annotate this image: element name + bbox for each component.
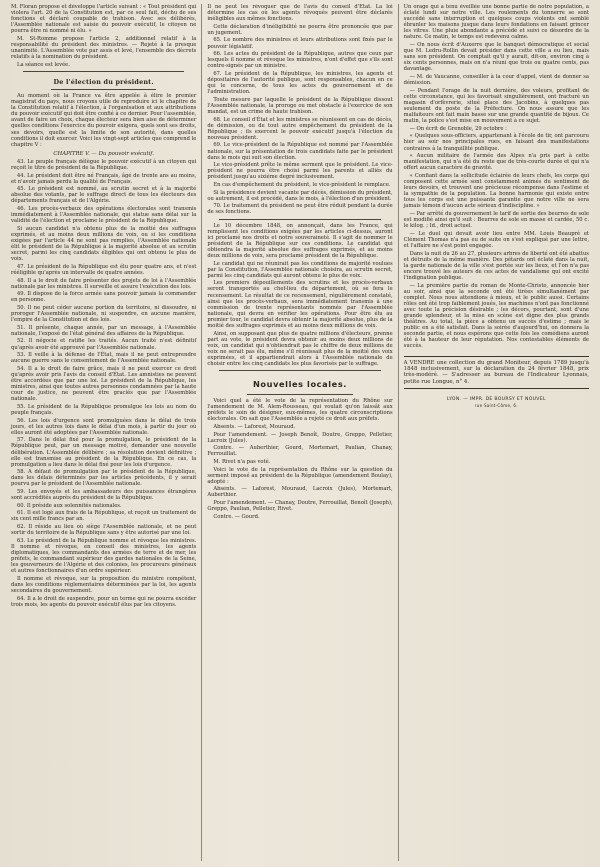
paragraph: Le candidat qui ne réunirait pas les conditions de majorité voulues par la Constitution, l'Assemblée nationale choisira, au scrutin secret, parmi les cinq candidats qui auront obtenu le plus de voix. [207,260,393,279]
column-layout [6,4,594,861]
article: 57. Dans le délai fixé pour la promulgation, le président de la République peut, par un message motivé, demander une nouvelle délibération. L'Assemblée délibère ; sa résolution devient définitive ; elle est transmise au président de la République. En ce cas, la promulgation a lieu dans le délai fixé pour les lois d'urgence. [11,437,197,468]
paragraph: Cette déclaration d'inéligibilité ne pourra être prononcée que par un jugement. [207,23,393,36]
article: 54. Il a le droit de faire grâce, mais il ne peut exercer ce droit qu'après avoir pris l'avis du conseil d'État. Les amnisties ne peuvent être accordées que par une loi. Le président de la République, les ministres, ainsi que toutes autres personnes condamnées par la haute cour de justice, ne peuvent être graciés que par l'Assemblée nationale. [11,365,197,403]
article: 55. Le président de la République promulgue les lois au nom du peuple français. [11,403,197,416]
classified-ad [404,356,589,390]
paragraph: « Confiant dans la sollicitude éclairée de leurs chefs, les corps qui composent cette armée sont constamment animés du sentiment de leurs devoirs, et trouvent une précieuse récompense dans l'estime et la sympathie de la population. La bonne harmonie qui existe entre tous les corps est une puissante garantie que notre ville ne sera jamais témoin d'aucun acte sérieux d'indiscipline. » [403,172,589,210]
paragraph: Un orage qui a tenu éveillée une bonne partie de notre population, a éclaté lundi sur notre ville. Les roulements du tonnerre se sont succédé sans interruption et quelques coups violents ont semblé ébranler les maisons jusque dans leurs fondations en faisant grincer les vitres. Une pluie abondante a précédé et suivi ce désordre de la nature. Ce matin, le temps est redevenu calme. [403,4,589,41]
article: Si la présidence devient vacante par décès, démission du président, ou autrement, il est procédé, dans le mois, à l'élection d'un président. [207,189,393,202]
article: Il nomme et révoque, sur la proposition du ministre compétent, dans les conditions réglementaires déterminées par la loi, les agents secondaires du gouvernement. [11,575,197,594]
column-2 [202,4,398,861]
paragraph: La séance est levée. [17,61,70,68]
article: 53. Il veille à la défense de l'État, mais il ne peut entreprendre aucune guerre sans le consentement de l'Assemblée nationale. [11,352,197,365]
paragraph: « Quelques sous-officiers, appartenant à l'école de tir, ont parcouru hier au soir nos principales rues, en faisant des manifestations contraires à la tranquillité publique. [403,133,589,152]
article: 56. Les lois d'urgence sont promulguées dans le délai de trois jours, et les autres lois dans le délai d'un mois, à partir du jour où elles auront été adoptées par l'Assemblée nationale. [11,417,197,436]
paragraph: Voici le vote de la représentation du Rhône sur la question du serment imposé au président de la République (amendement Boulay), adopté : [207,466,393,485]
column-3 [399,4,594,861]
article: 70. Le traitement du président ne peut être réduit pendant la durée de ses fonctions. [207,203,393,216]
article: 68. Le conseil d'État et les ministres se réunissent en cas de décès, de démission, ou de tout autre empêchement du président de la République ; ils exercent le pouvoir exécutif jusqu'à l'élection du nouveau président. [207,116,393,141]
paragraph: — La première partie du roman de Monte-Christo, annoncée hier au soir, ainsi que la seconde ont été tirées simultanément par complet. Nous nous attendions à mieux, et le public aussi. Certains rôles ont été trop faiblement joués, les machines n'ont pas fonctionné avec toute la précision désirable ; les décors, pourtant, sont d'une grande splendeur, et la mise en scène est digne des plus grands théâtres. Au total, la pièce a obtenu un succès d'estime ; mais le public en a été satisfait. Dans la soirée d'aujourd'hui, on donnera la seconde partie, et nous espérons que cette fois les comédiens auront été à la hauteur de leur réputation. Nos contestables éléments de succès. [403,282,589,350]
vote-line: Contre. — Gourd. [213,513,260,520]
article: 48. Il a le droit de faire présenter des projets de loi à l'Assemblée nationale par les ministres. Il surveille et assure l'exécution des lois. [11,277,197,290]
paragraph: M. Floran propose et développe l'article suivant : « Tout président qui violera l'art. 20 de la Constitution est, par ce seul fait, déchu de ses fonctions et déclaré coupable de trahison. Avec ses délibérés, l'Assemblée nationale est saisie du pouvoir exécutif, le citoyen ne pourra être ni nommé ni élu. » [11,4,197,35]
paragraph: — Par arrêté du gouvernement le tarif de sortie des beurres de sole est modifié ainsi qu'il suit : Beurres de sole en masse et cardée, 50 c. le kilog. ; Id., droit actuel. [403,211,589,230]
paragraph: — On nous écrit d'Auxerre que le banquet démocratique et social que M. Ledru-Rollin devait présider dans cette ville a eu lieu, mais sans son président. On comptait qu'il y aurait, dit-on, environ cinq à six cents personnes, mais on n'a réuni que trois ou quatre cents, pas davantage. [403,42,589,73]
article: 64. Il a le droit de suspendre, pour un terme qui ne pourra excéder trois mois, les agents du pouvoir exécutif élus par les citoyens. [11,595,197,608]
paragraph: Ainsi, on supposant que plus de quatre millions d'électeurs, prenne part au vote, le président devra obtenir au moins deux millions de voix, un candidat qui n'obtiendrait pas le chiffre de deux millions de voix ne serait pas élu, même s'il réunissait plus de la moitié des voix exprimées, et il appartiendrait alors à l'Assemblée nationale de choisir entre les cinq candidats les plus favorisés par le suffrage. [207,330,393,368]
printer-imprint [404,397,589,408]
article: Toute mesure par laquelle le président de la République dissout l'Assemblée nationale, la proroge ou met obstacle à l'exercice de son mandat, est un crime de haute trahison. [207,96,393,115]
imprint-line: LYON. — IMPR. DE BOURSY ET NOUVEL [446,397,546,403]
article: 43. Le peuple français délègue le pouvoir exécutif à un citoyen qui reçoit le titre de président de la République. [11,158,197,171]
section-title: Nouvelles locales. [252,379,348,390]
article: En cas d'empêchement du président, le vice-président le remplace. [213,182,391,189]
article: 67. Le président de la République, les ministres, les agents et dépositaires de l'autorité publique, sont responsables, chacun en ce qui le concerne, de tous les actes du gouvernement et de l'administration. [207,70,393,96]
paragraph: Au moment où la France va être appelée à élire le premier magistrat du pays, nous croyons utile de reproduire ici le chapitre de la Constitution relatif à l'élection, à l'organisation et aux attributions du pouvoir exécutif qui doit être confié à ce dernier. Pour l'assemblée, avant de faire un choix, chaque électeur sera bien aise de déterminer quelles conditions l'exercice du pouvoir exigera, quels sont ses droits, ses devoirs, quelle est la limite de son autorité, dans quelles conditions il doit exercer. Voici les vingt-sept articles que comprend le chapitre V : [11,92,197,148]
article: 45. Le président est nommé, au scrutin secret et à la majorité absolue des votants, par le suffrage direct de tous les électeurs des départements français et de l'Algérie. [11,186,197,205]
article: 63. Le président de la République nomme et révoque les ministres. Il nomme et révoque, en conseil des ministres, les agents diplomatiques, les commandants des armées de terre et de mer, les préfets, le commandant supérieur des gardes nationales de la Seine, les gouverneurs de l'Algérie et des colonies, les procureurs généraux et autres fonctionnaires d'un ordre supérieur. [11,537,197,575]
divider [219,219,380,220]
vote-line: Pour l'amendement. — Chanay, Doutre, Ferrouillat, Benoît (Joseph), Greppo, Paulian, Pelletier, Rivet. [207,500,393,513]
paragraph: Les premiers dépouillements des scrutins et les procès-verbaux seront transportés au chef-lieu du département, où se fera le recensement. Le résultat de ce recensement, régulièrement constaté, ainsi que les procès-verbaux, sera immédiatement transmis à une commission de trente représentants nommés par l'Assemblée nationale, qui devra en vérifier les opérations. Pour être élu au premier tour, le candidat devra obtenir la majorité absolue, plus de la moitié des suffrages exprimés et au moins deux millions de voix. [207,280,393,329]
article: 69. Le vice-président de la République est nommé par l'Assemblée nationale, sur la présentation de trois candidats faite par le président dans le mois qui suit son élection. [207,142,393,161]
paragraph: — M. de Vaucanne, conseiller à la cour d'appel, vient de donner sa démission. [403,74,589,87]
article: 58. A défaut de promulgation par le président de la République, dans les délais déterminés par les articles précédents, il y serait pourvu par le président de l'Assemblée nationale. [11,469,197,488]
article: 46. Les procès-verbaux des opérations électorales sont transmis immédiatement à l'Assemblée nationale, qui statue sans délai sur la validité de l'élection et proclame le président de la République. [11,206,197,225]
paragraph: Voici quel a été le vote de la représentation du Rhône sur l'amendement de M. Alem-Rousseau, qui voulait qu'on laissât aux préfets le soin de désigner, eux-mêmes, les quatre circonscriptions électorales. On sait que l'Assemblée a rejeté ce droit aux préfets. [207,398,393,423]
article: 65. Le nombre des ministres et leurs attributions sont fixés par le pouvoir législatif. [207,37,393,50]
article: 62. Il réside au lieu où siège l'Assemblée nationale, et ne peut sortir du territoire de la République sans y être autorisé par une loi. [11,524,197,537]
ad-text: A VENDRE une collection du grand Moniteur, depuis 1789 jusqu'à 1848 inclusivement, sur la déclaration du 24 février 1848, prix très-modéré. — S'adresser au bureau de l'Indicateur Lyonnais, petite rue Longue, n° 4. [403,359,589,385]
paragraph: — Le duel qui devait avoir lieu entre MM. Louis Beaupré et Clément Thomas n'a pas eu de suite on s'est expliqué par une lettre, et l'affaire ne s'est point engagée. [403,230,589,249]
paragraph: Il ne peut les révoquer que de l'avis du conseil d'État. La loi détermine les cas où les agents révoqués peuvent être déclarés inéligibles aux mêmes fonctions. [207,4,393,23]
divider [23,71,184,72]
vote-line: Pour l'amendement. — Joseph Benoît, Doutre, Greppo, Pelletier, Lacroix (Jules). [207,431,393,444]
paragraph: M. St-Romme propose l'article 2, additionnel relatif à la responsabilité du président des ministres. — Rejeté à la presque unanimité. L'Assemblée vote par assis et levé, l'ensemble des décrets relatifs à la nomination du président. [11,35,197,61]
article: 60. Il préside aux solennités nationales. [17,502,122,509]
article: 50. Il ne peut céder aucune portion du territoire, ni dissoudre, ni proroger l'Assemblée nationale, ni suspendre, en aucune manière, l'empire de la Constitution et des lois. [11,304,197,324]
paragraph: — Pendant l'orage de la nuit dernière, des voleurs, profitant de cette circonstance, qui les favorisait singulièrement, ont fracturé un magasin d'orfèvrerie, situé place des Jacobins, à quelques pas seulement du poste de la Préfecture. On nous assure que les malfaiteurs ont fait main basse sur une grande quantité de bijoux. Ce matin, la police s'est mise en mouvement à ce sujet. [403,87,589,125]
section-title: De l'élection du président. [53,77,154,86]
vote-line: M. Rivet n'a pas voté. [213,459,271,465]
divider [219,370,380,371]
article: Si aucun candidat n'a obtenu plus de la moitié des suffrages exprimés, et au moins deux millions de voix, ou si les conditions exigées par l'article 44 ne sont pas remplies, l'Assemblée nationale élit le président de la République à la majorité absolue et au scrutin secret, parmi les cinq candidats éligibles qui ont obtenu le plus de voix. [11,225,197,263]
article: 61. Il est logé aux frais de la République, et reçoit un traitement de six cent mille francs par an. [11,510,197,523]
article: 44. Le président doit être né Français, âgé de trente ans au moins, et n'avoir jamais perdu la qualité de Français. [11,172,197,185]
article: 49. Il dispose de la force armée sans pouvoir jamais la commander en personne. [11,291,197,304]
imprint-address: rue Saint-Côme, 6. [474,402,518,408]
article: 52. Il négocie et ratifie les traités. Aucun traité n'est définitif qu'après avoir été approuvé par l'Assemblée nationale. [11,338,197,351]
article: 66. Les actes du président de la République, autres que ceux par lesquels il nomme et révoque les ministres, n'ont d'effet que s'ils sont contre-signés par un ministre. [207,51,393,70]
divider [51,89,156,90]
divider [247,394,352,395]
column-1 [6,4,202,861]
paragraph: « Aucun militaire de l'armée des Alpes n'a pris part à cette manifestation, qui n'a été du reste que de très-courte durée et qui n'a offert aucun caractère de gravité. [403,153,589,172]
vote-line: Absents. — Laforest, Mouraud, Lacroix (Jules), Mortemart, Auberthier. [207,486,393,499]
vote-line: Absents. — Laforest, Mouraud. [213,424,296,431]
paragraph: Dans la nuit du 26 au 27, plusieurs arbres de liberté ont été abattus et détruits de la même manière. Des pétards ont éclaté dans la nuit, la garde nationale de la ville s'est portée sur les lieux, et l'on n'a pas encore trouvé les auteurs de ces actes de vandalisme qui ont excité l'indignation publique. [403,250,589,281]
paragraph: — On écrit de Grenoble, 29 octobre : [409,125,507,132]
paragraph: Le 10 décembre 1848, on annonçait, dans les France, qui remplissent les conditions exigées par les articles ci-dessus, auront ici proclamé nos droits et notre souveraineté. Il s'agit de nommer le président de la République sur ces conditions. Le candidat qui obtiendra la majorité absolue des suffrages exprimés, et au moins deux millions de voix, sera proclamé président de la République. [207,222,393,259]
article: 47. Le président de la République est élu pour quatre ans, et n'est rééligible qu'après un intervalle de quatre années. [11,263,197,276]
chapter-heading: CHAPITRE V. — Du pouvoir exécutif. [53,150,154,157]
article: 59. Les envoyés et les ambassadeurs des puissances étrangères sont accrédités auprès du président de la République. [11,489,197,502]
article: Le vice-président prête le même serment que le président. Le vice-président ne pourra être choisi parmi les parents et alliés du président jusqu'au sixième degré inclusivement. [207,162,393,181]
article: 51. Il présente, chaque année, par un message, à l'Assemblée nationale, l'exposé de l'état général des affaires de la République. [11,324,197,337]
vote-line: Contre. — Auberthier, Gourd, Mortemart, Paulian, Chanay, Ferrouillat. [207,445,393,458]
